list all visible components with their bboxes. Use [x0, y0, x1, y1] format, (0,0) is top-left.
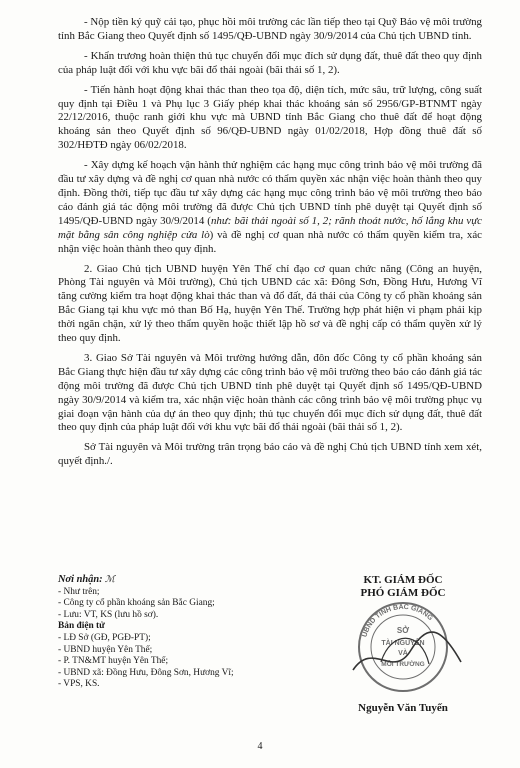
paragraph-run: 3. Giao Sở Tài nguyên và Môi trường hướng dẫn, đôn đốc Công ty cổ phần khoáng sản Bắc Giang thực hiện đầu tư xây dựng các công trình bảo vệ môi trường theo báo cáo đánh giá tác động môi trường đã được Chủ tịch UBND tỉnh phê duyệt tại Quyết định số 1495/QĐ-UBND ngày 30/9/2014 và kiểm tra, xác nhận việc hoàn thành các công trình bảo vệ môi trường phục vụ giai đoạn vận hành của dự án theo quy định; thủ tục chuyển đổi mục đích sử dụng đất, thuê đất theo quy định của pháp luật đối với khu vực bãi đổ thải ngoài (bãi thải số 1, 2).: [58, 351, 482, 434]
paragraph: [58, 16, 482, 44]
recipients-block: [58, 574, 298, 691]
official-stamp: [318, 600, 488, 694]
signer-role-primary: KT. GIÁM ĐỐC: [363, 574, 443, 586]
recipients-title: Nơi nhận:: [58, 574, 103, 585]
paragraph-run: - Nộp tiền ký quỹ cải tạo, phục hồi môi trường các lần tiếp theo tại Quỹ Bảo vệ môi trường tỉnh Bắc Giang theo Quyết định số 1495/QĐ-UBND ngày 30/9/2014 của Chủ tịch UBND tỉnh.: [58, 16, 482, 42]
paragraph: [58, 50, 482, 78]
recipient-item: - P. TN&MT huyện Yên Thế;: [58, 656, 169, 667]
paragraph-run: Sở Tài nguyên và Môi trường trân trọng báo cáo và đề nghị Chủ tịch UBND tỉnh xem xét, quyết định./.: [58, 441, 482, 468]
recipients-list: [58, 587, 298, 622]
signer-name: Nguyễn Văn Tuyến: [358, 702, 448, 714]
recipient-item: - LĐ Sở (GĐ, PGĐ-PT);: [58, 632, 151, 643]
document-body: [58, 16, 482, 475]
paragraph-italic-run: như: bãi thải ngoài số 1, 2; rãnh thoát nước, hố lắng khu vực mặt bằng sân công nghiệp cửa lò: [58, 214, 483, 241]
stamp-center-text: VÀ: [398, 650, 408, 657]
paragraph-run: ) và đề nghị cơ quan nhà nước có thẩm quyền kiểm tra, xác nhận việc hoàn thành theo quy định.: [58, 228, 482, 255]
recipient-item: - Công ty cổ phần khoáng sản Bắc Giang;: [58, 598, 215, 609]
handwritten-initial: ℳ: [104, 575, 115, 585]
stamp-center-text: MÔI TRƯỜNG: [381, 661, 425, 668]
signature-block: [318, 574, 488, 714]
recipients-title-line: [58, 574, 298, 587]
paragraph: [58, 352, 482, 435]
signer-role-secondary: PHÓ GIÁM ĐỐC: [360, 587, 446, 599]
stamp-center-text: TÀI NGUYÊN: [381, 640, 425, 647]
recipient-item: - Lưu: VT, KS (lưu hồ sơ).: [58, 609, 159, 620]
recipient-item: - VPS, KS.: [58, 679, 100, 690]
recipient-item: - UBND huyện Yên Thế;: [58, 644, 153, 655]
electronic-copy-title: Bản điện tử: [58, 621, 105, 632]
paragraph-run: - Khẩn trương hoàn thiện thủ tục chuyển đổi mục đích sử dụng đất, thuê đất theo quy định của pháp luật đối với khu vực bãi đổ thải ngoài (bãi thải số 1, 2).: [58, 49, 482, 76]
page-number: 4: [257, 741, 263, 752]
paragraph-run: - Tiến hành hoạt động khai thác than theo tọa độ, diện tích, mức sâu, trữ lượng, công suất quy định tại Điều 1 và Phụ lục 3 Giấy phép khai thác khoáng sản số 2956/GP-BTNMT ngày 22/12/2016, thuộc ranh giới khu vực mà UBND tỉnh Bắc Giang cho thuê đất để hoạt động khoáng sản theo Quyết định số 96/QĐ-UBND ngày 01/02/2018, Hợp đồng thuê đất số 302/HĐTĐ ngày 06/02/2018.: [58, 83, 482, 152]
paragraph-run: 2. Giao Chủ tịch UBND huyện Yên Thế chỉ đạo cơ quan chức năng (Công an huyện, Phòng Tài nguyên và Môi trường), Chủ tịch UBND các xã: Đông Sơn, Đồng Hưu, Hương Vĩ tăng cường kiểm tra hoạt động khai thác than và đổ đất, đá thải của Công ty cổ phần khoáng sản Bắc Giang tại khu vực mỏ than Bố Hạ, huyện Yên Thế. Trường hợp phát hiện vi phạm phải kịp thời ngăn chặn, xử lý theo thẩm quyền hoặc thiết lập hồ sơ và đề nghị cấp có thẩm quyền xử lý theo quy định.: [58, 262, 482, 345]
paragraph: [58, 263, 482, 346]
stamp-seal-icon: [333, 600, 473, 694]
paragraph: [58, 84, 482, 154]
paragraph: [58, 159, 482, 256]
stamp-ring-text: UBND TỈNH BẮC GIANG: [361, 603, 434, 639]
recipient-item: - Như trên;: [58, 586, 100, 597]
electronic-copy-list: [58, 633, 298, 691]
stamp-center-text: SỞ: [396, 626, 410, 635]
paragraph: [58, 441, 482, 469]
paragraph-run: - Xây dựng kế hoạch vận hành thử nghiệm các hạng mục công trình bảo vệ môi trường đã đầu tư xây dựng và đề nghị cơ quan nhà nước có thẩm quyền xác nhận việc hoàn thành theo quy định. Đồng thời, tiếp tục đầu tư xây dựng các hạng mục công trình bảo vệ môi trường theo báo cáo đánh giá tác động môi trường đã được Chủ tịch UBND tỉnh phê duyệt tại Quyết định số 1495/QĐ-UBND ngày 30/9/2014 (: [58, 159, 482, 227]
recipient-item: - UBND xã: Đồng Hưu, Đông Sơn, Hương Vĩ;: [58, 667, 234, 678]
